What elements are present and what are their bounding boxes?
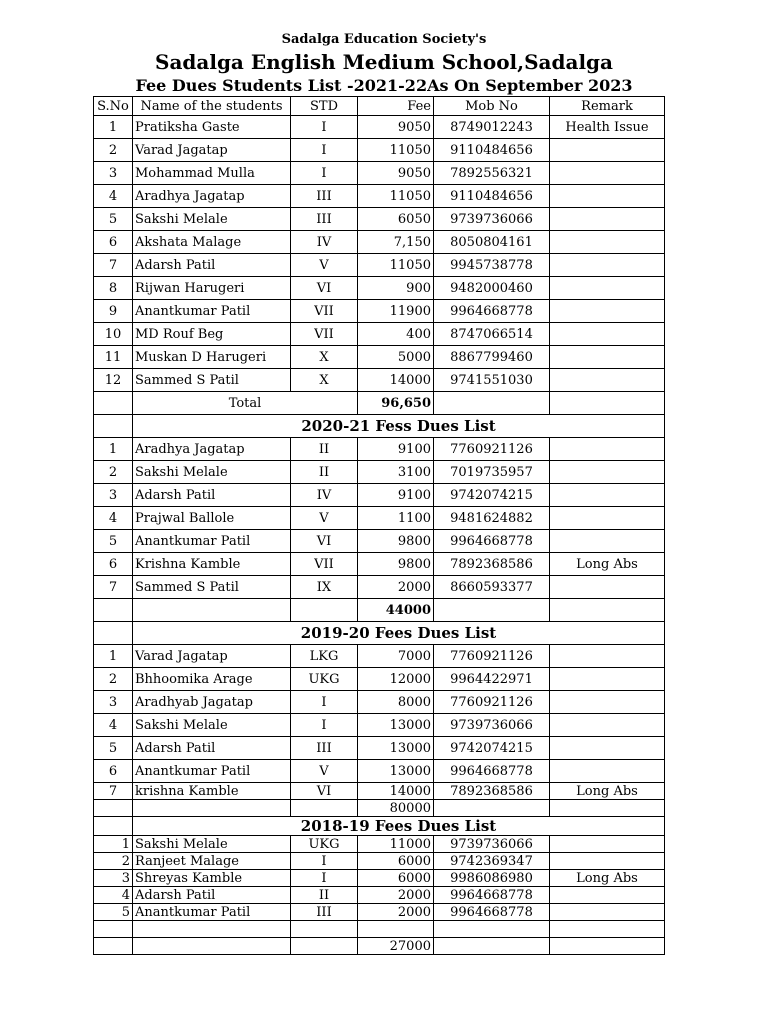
blank-cell xyxy=(133,800,291,817)
std-cell: III xyxy=(291,737,358,760)
remark-cell xyxy=(550,904,665,921)
mob-cell: 7760921126 xyxy=(434,691,550,714)
sno-cell: 5 xyxy=(94,904,133,921)
name-cell: Prajwal Ballole xyxy=(133,507,291,530)
fee-cell: 11050 xyxy=(358,139,434,162)
remark-cell xyxy=(550,853,665,870)
name-cell: Pratiksha Gaste xyxy=(133,116,291,139)
section-title-row xyxy=(94,622,665,645)
col-header-remark: Remark xyxy=(550,97,665,116)
fee-cell: 9100 xyxy=(358,484,434,507)
sno-cell: 1 xyxy=(94,438,133,461)
fee-cell: 8000 xyxy=(358,691,434,714)
sno-cell: 7 xyxy=(94,576,133,599)
blank-cell xyxy=(550,392,665,415)
table-row xyxy=(94,277,665,300)
remark-cell: Long Abs xyxy=(550,783,665,800)
table-row xyxy=(94,208,665,231)
sno-cell: 4 xyxy=(94,714,133,737)
total-label: Total xyxy=(133,392,358,415)
fee-cell: 1100 xyxy=(358,507,434,530)
section-title: 2019-20 Fees Dues List xyxy=(133,622,665,645)
std-cell: II xyxy=(291,887,358,904)
sno-cell: 4 xyxy=(94,185,133,208)
sno-cell: 5 xyxy=(94,208,133,231)
mob-cell: 8747066514 xyxy=(434,323,550,346)
name-cell: Adarsh Patil xyxy=(133,737,291,760)
table-row xyxy=(94,438,665,461)
col-header-sno: S.No xyxy=(94,97,133,116)
std-cell: V xyxy=(291,254,358,277)
name-cell: Anantkumar Patil xyxy=(133,530,291,553)
mob-cell: 7892368586 xyxy=(434,553,550,576)
std-cell: UKG xyxy=(291,836,358,853)
blank-cell xyxy=(133,921,291,938)
remark-cell xyxy=(550,369,665,392)
section-title: 2020-21 Fess Dues List xyxy=(133,415,665,438)
mob-cell: 9739736066 xyxy=(434,714,550,737)
std-cell: VI xyxy=(291,530,358,553)
name-cell: Varad Jagatap xyxy=(133,139,291,162)
remark-cell xyxy=(550,737,665,760)
name-cell: Bhhoomika Arage xyxy=(133,668,291,691)
blank-cell xyxy=(291,938,358,955)
std-cell: UKG xyxy=(291,668,358,691)
std-cell: II xyxy=(291,461,358,484)
sno-cell: 4 xyxy=(94,887,133,904)
std-cell: VI xyxy=(291,277,358,300)
blank-cell xyxy=(94,392,133,415)
remark-cell xyxy=(550,645,665,668)
mob-cell: 9739736066 xyxy=(434,836,550,853)
std-cell: I xyxy=(291,714,358,737)
blank-cell xyxy=(550,921,665,938)
list-title: Fee Dues Students List -2021-22As On September 2023 xyxy=(135,76,633,95)
remark-cell xyxy=(550,760,665,783)
table-row xyxy=(94,346,665,369)
table-row xyxy=(94,853,665,870)
mob-cell: 9964422971 xyxy=(434,668,550,691)
name-cell: Sakshi Melale xyxy=(133,714,291,737)
name-cell: Anantkumar Patil xyxy=(133,904,291,921)
table-row xyxy=(94,737,665,760)
blank-cell xyxy=(133,938,291,955)
table-row xyxy=(94,116,665,139)
std-cell: II xyxy=(291,438,358,461)
mob-cell: 9482000460 xyxy=(434,277,550,300)
fee-cell: 9800 xyxy=(358,553,434,576)
remark-cell xyxy=(550,254,665,277)
table-row xyxy=(94,836,665,853)
remark-cell xyxy=(550,507,665,530)
name-cell: Aradhya Jagatap xyxy=(133,185,291,208)
table-row xyxy=(94,530,665,553)
blank-cell xyxy=(94,938,133,955)
mob-cell: 9742369347 xyxy=(434,853,550,870)
std-cell: VI xyxy=(291,783,358,800)
mob-cell: 9110484656 xyxy=(434,139,550,162)
remark-cell xyxy=(550,714,665,737)
std-cell: VII xyxy=(291,323,358,346)
table-row xyxy=(94,668,665,691)
fee-cell: 900 xyxy=(358,277,434,300)
table-row xyxy=(94,231,665,254)
mob-cell: 9964668778 xyxy=(434,904,550,921)
name-cell: Krishna Kamble xyxy=(133,553,291,576)
total-row xyxy=(94,938,665,955)
fee-cell: 3100 xyxy=(358,461,434,484)
name-cell: Aradhyab Jagatap xyxy=(133,691,291,714)
std-cell: IV xyxy=(291,484,358,507)
blank-cell xyxy=(94,415,133,438)
name-cell: Sakshi Melale xyxy=(133,836,291,853)
mob-cell: 9110484656 xyxy=(434,185,550,208)
remark-cell xyxy=(550,836,665,853)
header-row xyxy=(94,97,665,116)
fee-cell: 9100 xyxy=(358,438,434,461)
name-cell: Anantkumar Patil xyxy=(133,300,291,323)
table-row xyxy=(94,887,665,904)
remark-cell xyxy=(550,668,665,691)
fee-cell: 9050 xyxy=(358,162,434,185)
name-cell: Anantkumar Patil xyxy=(133,760,291,783)
name-cell: MD Rouf Beg xyxy=(133,323,291,346)
fee-cell: 12000 xyxy=(358,668,434,691)
mob-cell: 8660593377 xyxy=(434,576,550,599)
blank-cell xyxy=(94,599,133,622)
blank-cell xyxy=(291,599,358,622)
mob-cell: 7760921126 xyxy=(434,645,550,668)
table-row xyxy=(94,760,665,783)
mob-cell: 9742074215 xyxy=(434,484,550,507)
sno-cell: 4 xyxy=(94,507,133,530)
sno-cell: 3 xyxy=(94,162,133,185)
sno-cell: 6 xyxy=(94,553,133,576)
table-row xyxy=(94,369,665,392)
std-cell: I xyxy=(291,162,358,185)
blank-cell xyxy=(434,921,550,938)
total-row xyxy=(94,599,665,622)
table-row xyxy=(94,870,665,887)
remark-cell xyxy=(550,185,665,208)
remark-cell xyxy=(550,438,665,461)
mob-cell: 7019735957 xyxy=(434,461,550,484)
std-cell: X xyxy=(291,346,358,369)
table-row xyxy=(94,904,665,921)
mob-cell: 9739736066 xyxy=(434,208,550,231)
sno-cell: 7 xyxy=(94,783,133,800)
total-value: 44000 xyxy=(358,599,434,622)
std-cell: LKG xyxy=(291,645,358,668)
sno-cell: 10 xyxy=(94,323,133,346)
remark-cell xyxy=(550,530,665,553)
section-title: 2018-19 Fees Dues List xyxy=(133,817,665,836)
col-header-name: Name of the students xyxy=(133,97,291,116)
table-row xyxy=(94,254,665,277)
col-header-fee: Fee xyxy=(358,97,434,116)
section-title-row xyxy=(94,415,665,438)
table-row xyxy=(94,323,665,346)
blank-cell xyxy=(94,622,133,645)
table-row xyxy=(94,185,665,208)
fee-cell: 14000 xyxy=(358,783,434,800)
sno-cell: 1 xyxy=(94,836,133,853)
name-cell: Rijwan Harugeri xyxy=(133,277,291,300)
fee-cell: 11050 xyxy=(358,254,434,277)
remark-cell: Long Abs xyxy=(550,553,665,576)
blank-cell xyxy=(434,938,550,955)
blank-cell xyxy=(291,800,358,817)
sno-cell: 9 xyxy=(94,300,133,323)
fee-cell: 11050 xyxy=(358,185,434,208)
sno-cell: 8 xyxy=(94,277,133,300)
table-row xyxy=(94,691,665,714)
total-row xyxy=(94,392,665,415)
school-name: Sadalga English Medium School,Sadalga xyxy=(155,50,613,74)
mob-cell: 9964668778 xyxy=(434,887,550,904)
sno-cell: 11 xyxy=(94,346,133,369)
sno-cell: 6 xyxy=(94,231,133,254)
fee-dues-table xyxy=(93,96,665,955)
remark-cell xyxy=(550,208,665,231)
sno-cell: 5 xyxy=(94,530,133,553)
name-cell: Muskan D Harugeri xyxy=(133,346,291,369)
fee-cell: 13000 xyxy=(358,714,434,737)
name-cell: Ranjeet Malage xyxy=(133,853,291,870)
remark-cell: Health Issue xyxy=(550,116,665,139)
name-cell: Mohammad Mulla xyxy=(133,162,291,185)
fee-cell: 2000 xyxy=(358,887,434,904)
std-cell: V xyxy=(291,760,358,783)
col-header-mob: Mob No xyxy=(434,97,550,116)
sno-cell: 2 xyxy=(94,853,133,870)
std-cell: V xyxy=(291,507,358,530)
mob-cell: 9986086980 xyxy=(434,870,550,887)
mob-cell: 8749012243 xyxy=(434,116,550,139)
name-cell: Varad Jagatap xyxy=(133,645,291,668)
fee-cell: 400 xyxy=(358,323,434,346)
blank-cell xyxy=(550,938,665,955)
table-row xyxy=(94,783,665,800)
std-cell: I xyxy=(291,691,358,714)
mob-cell: 9481624882 xyxy=(434,507,550,530)
fee-cell: 6000 xyxy=(358,853,434,870)
mob-cell: 7892368586 xyxy=(434,783,550,800)
std-cell: I xyxy=(291,116,358,139)
section-title-row xyxy=(94,817,665,836)
name-cell: Adarsh Patil xyxy=(133,484,291,507)
blank-cell xyxy=(94,921,133,938)
mob-cell: 9945738778 xyxy=(434,254,550,277)
blank-cell xyxy=(358,921,434,938)
mob-cell: 9741551030 xyxy=(434,369,550,392)
remark-cell xyxy=(550,277,665,300)
name-cell: Adarsh Patil xyxy=(133,254,291,277)
std-cell: I xyxy=(291,139,358,162)
remark-cell xyxy=(550,484,665,507)
std-cell: X xyxy=(291,369,358,392)
fee-cell: 14000 xyxy=(358,369,434,392)
name-cell: Sakshi Melale xyxy=(133,208,291,231)
remark-cell xyxy=(550,346,665,369)
std-cell: IX xyxy=(291,576,358,599)
fee-cell: 9800 xyxy=(358,530,434,553)
blank-cell xyxy=(94,817,133,836)
std-cell: III xyxy=(291,185,358,208)
remark-cell xyxy=(550,461,665,484)
table-row xyxy=(94,162,665,185)
fee-cell: 5000 xyxy=(358,346,434,369)
std-cell: III xyxy=(291,904,358,921)
remark-cell xyxy=(550,139,665,162)
name-cell: Sammed S Patil xyxy=(133,576,291,599)
blank-cell xyxy=(434,800,550,817)
remark-cell: Long Abs xyxy=(550,870,665,887)
fee-cell: 2000 xyxy=(358,904,434,921)
remark-cell xyxy=(550,162,665,185)
sno-cell: 1 xyxy=(94,116,133,139)
mob-cell: 9964668778 xyxy=(434,530,550,553)
name-cell: Sakshi Melale xyxy=(133,461,291,484)
table-row xyxy=(94,139,665,162)
blank-cell xyxy=(133,599,291,622)
blank-cell xyxy=(94,800,133,817)
std-cell: VII xyxy=(291,553,358,576)
fee-cell: 13000 xyxy=(358,737,434,760)
fee-cell: 7,150 xyxy=(358,231,434,254)
sno-cell: 7 xyxy=(94,254,133,277)
table-row xyxy=(94,645,665,668)
mob-cell: 8867799460 xyxy=(434,346,550,369)
fee-cell: 13000 xyxy=(358,760,434,783)
blank-cell xyxy=(291,921,358,938)
name-cell: Shreyas Kamble xyxy=(133,870,291,887)
blank-cell xyxy=(550,599,665,622)
std-cell: VII xyxy=(291,300,358,323)
name-cell: Aradhya Jagatap xyxy=(133,438,291,461)
mob-cell: 7760921126 xyxy=(434,438,550,461)
table-row xyxy=(94,714,665,737)
sno-cell: 1 xyxy=(94,645,133,668)
total-row xyxy=(94,800,665,817)
table-row xyxy=(94,576,665,599)
std-cell: I xyxy=(291,870,358,887)
col-header-std: STD xyxy=(291,97,358,116)
remark-cell xyxy=(550,323,665,346)
name-cell: krishna Kamble xyxy=(133,783,291,800)
fee-cell: 6000 xyxy=(358,870,434,887)
blank-row xyxy=(94,921,665,938)
remark-cell xyxy=(550,887,665,904)
name-cell: Adarsh Patil xyxy=(133,887,291,904)
blank-cell xyxy=(434,392,550,415)
table-row xyxy=(94,553,665,576)
fee-cell: 11000 xyxy=(358,836,434,853)
fee-cell: 11900 xyxy=(358,300,434,323)
total-value: 96,650 xyxy=(358,392,434,415)
sno-cell: 2 xyxy=(94,668,133,691)
mob-cell: 9964668778 xyxy=(434,300,550,323)
mob-cell: 9742074215 xyxy=(434,737,550,760)
std-cell: I xyxy=(291,853,358,870)
remark-cell xyxy=(550,300,665,323)
table-row xyxy=(94,300,665,323)
sno-cell: 12 xyxy=(94,369,133,392)
society-name: Sadalga Education Society's xyxy=(281,32,487,47)
fee-cell: 9050 xyxy=(358,116,434,139)
fee-cell: 7000 xyxy=(358,645,434,668)
remark-cell xyxy=(550,576,665,599)
sno-cell: 5 xyxy=(94,737,133,760)
std-cell: III xyxy=(291,208,358,231)
sno-cell: 6 xyxy=(94,760,133,783)
table-row xyxy=(94,484,665,507)
sno-cell: 3 xyxy=(94,691,133,714)
table-row xyxy=(94,507,665,530)
fee-cell: 2000 xyxy=(358,576,434,599)
mob-cell: 8050804161 xyxy=(434,231,550,254)
mob-cell: 9964668778 xyxy=(434,760,550,783)
blank-cell xyxy=(550,800,665,817)
total-value: 80000 xyxy=(358,800,434,817)
mob-cell: 7892556321 xyxy=(434,162,550,185)
remark-cell xyxy=(550,691,665,714)
std-cell: IV xyxy=(291,231,358,254)
sno-cell: 3 xyxy=(94,484,133,507)
sno-cell: 3 xyxy=(94,870,133,887)
fee-cell: 6050 xyxy=(358,208,434,231)
name-cell: Sammed S Patil xyxy=(133,369,291,392)
remark-cell xyxy=(550,231,665,254)
sno-cell: 2 xyxy=(94,139,133,162)
blank-cell xyxy=(434,599,550,622)
sno-cell: 2 xyxy=(94,461,133,484)
table-row xyxy=(94,461,665,484)
total-value: 27000 xyxy=(358,938,434,955)
name-cell: Akshata Malage xyxy=(133,231,291,254)
